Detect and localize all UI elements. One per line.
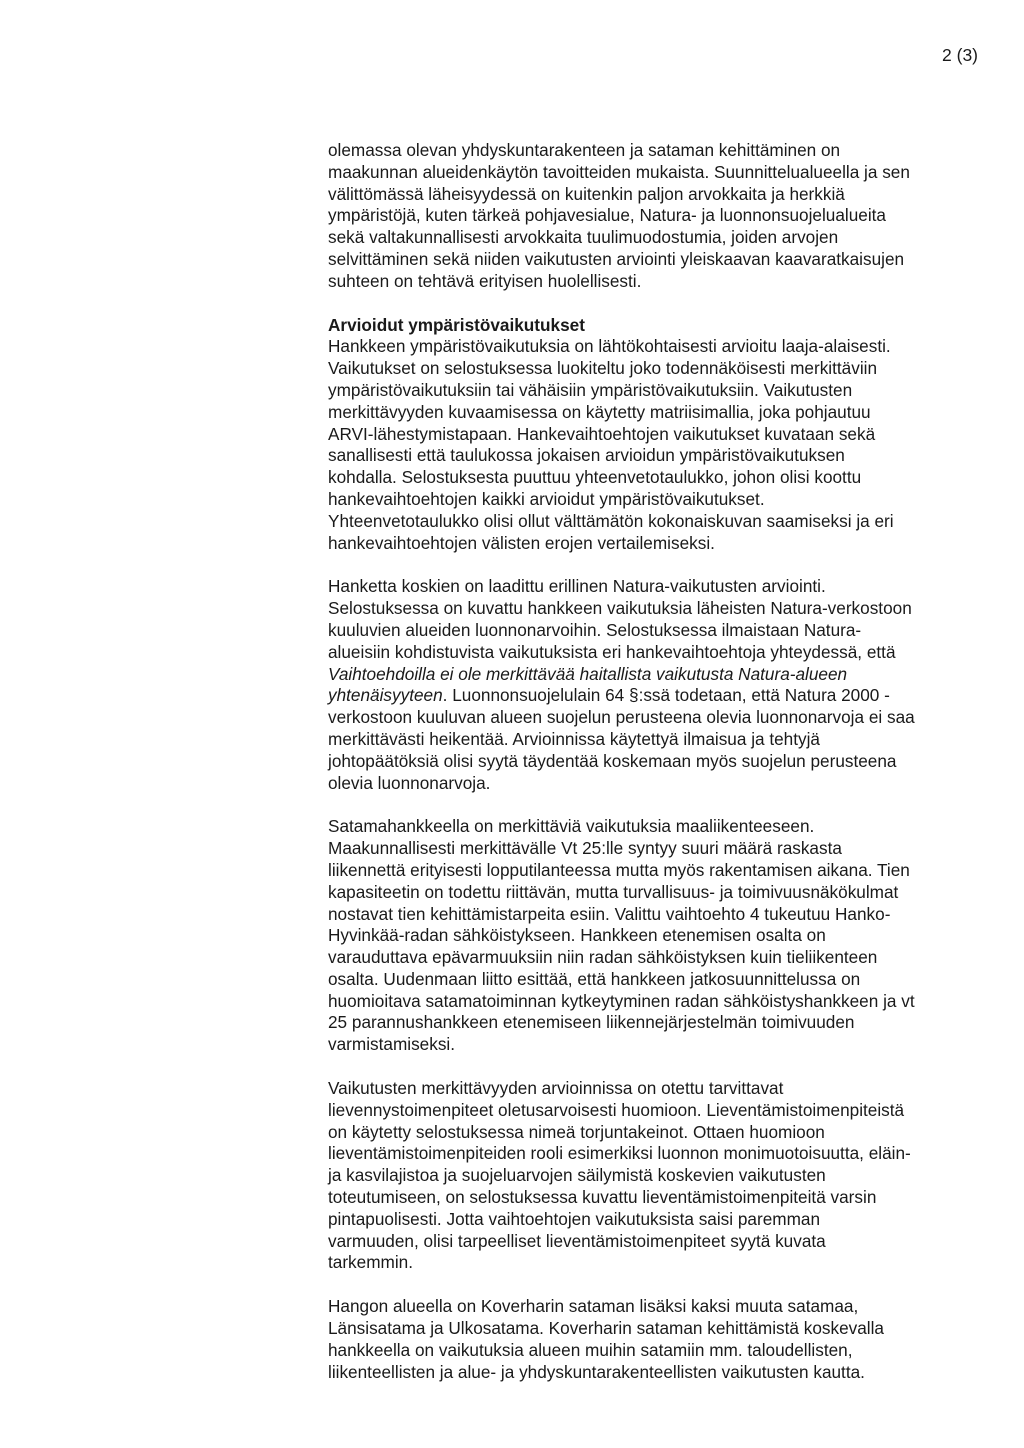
text-line: selvittäminen sekä niiden vaikutusten arviointi yleiskaavan kaavaratkaisujen: [328, 248, 905, 269]
text-line: on käytetty selostuksessa nimeä torjuntakeinot. Ottaen huomioon: [328, 1121, 825, 1142]
text-line: sanallisesti että taulukossa jokaisen arvioidun ympäristövaikutuksen: [328, 445, 845, 466]
text-line: huomioitava satamatoiminnan kytkeytyminen radan sähköistyshankkeen ja vt: [328, 990, 915, 1011]
text-line: 25 parannushankkeen etenemiseen liikennejärjestelmän toimivuuden: [328, 1012, 855, 1033]
text-line: kuuluvien alueiden luonnonarvoihin. Selostuksessa ilmaistaan Natura-: [328, 619, 862, 640]
text-line: Vaikutusten merkittävyyden arvioinnissa on otettu tarvittavat: [328, 1078, 784, 1099]
text-line: ympäristövaikutuksiin tai vähäisiin ympäristövaikutuksiin. Vaikutusten: [328, 379, 853, 400]
text-line: ARVI-lähestymistapaan. Hankevaihtoehtojen vaikutukset kuvataan sekä: [328, 423, 876, 444]
text-line: olemassa olevan yhdyskuntarakenteen ja sataman kehittäminen on: [328, 140, 841, 160]
section-heading: Arvioidut ympäristövaikutukset: [328, 314, 585, 335]
text-line: lievennystoimenpiteet oletusarvoisesti huomioon. Lieventämistoimenpiteistä: [328, 1099, 905, 1120]
text-line: suhteen on tehtävä erityisen huolellisesti.: [328, 270, 642, 291]
text-line: Maakunnallisesti merkittävälle Vt 25:lle syntyy suuri määrä raskasta: [328, 838, 842, 859]
text-line: [328, 685, 988, 707]
text-line: sekä valtakunnallisesti arvokkaita tuulimuodostumia, joiden arvojen: [328, 227, 839, 248]
text-line: maakunnan alueidenkäytön tavoitteiden mukaista. Suunnittelualueella ja sen: [328, 161, 910, 182]
text-segment: . Luonnonsuojelulain 64 §:ssä todetaan, että Natura 2000 -: [442, 685, 890, 706]
quoted-text: Vaihtoehdoilla ei ole merkittävää haitallista vaikutusta Natura-alueen: [328, 663, 848, 684]
text-line: varmuuden, olisi tarpeelliset lieventämistoimenpiteet syytä kuvata: [328, 1230, 826, 1251]
text-line: Hanketta koskien on laadittu erillinen Natura-vaikutusten arviointi.: [328, 576, 826, 597]
text-line: kohdalla. Selostuksesta puuttuu yhteenvetotaulukko, johon olisi koottu: [328, 467, 862, 488]
text-line: Vaikutukset on selostuksessa luokiteltu joko todennäköisesti merkittäviin: [328, 358, 878, 379]
natura-paragraph: [328, 576, 988, 794]
text-line: toteutumiseen, on selostuksessa kuvattu lieventämistoimenpiteitä varsin: [328, 1187, 877, 1208]
text-line: pintapuolisesti. Jotta vaihtoehtojen vaikutuksista saisi paremman: [328, 1208, 821, 1229]
text-line: liikenteellisten ja alue- ja yhdyskuntarakenteellisten vaikutusten kautta.: [328, 1361, 865, 1382]
text-line: verkostoon kuuluvan alueen suojelun perusteena olevia luonnonarvoja ei saa: [328, 707, 915, 728]
text-line: nostavat tien kehittämistarpeita esiin. Valittu vaihtoehto 4 tukeutuu Hanko-: [328, 903, 891, 924]
text-line: tarkemmin.: [328, 1252, 413, 1273]
intro-paragraph: [328, 140, 988, 293]
text-line: osalta. Uudenmaan liitto esittää, että hankkeen jatkosuunnittelussa on: [328, 968, 861, 989]
assessment-paragraph: [328, 336, 988, 554]
text-line: Hangon alueella on Koverharin sataman lisäksi kaksi muuta satamaa,: [328, 1296, 859, 1317]
text-line: ja kasvilajistoa ja suojeluarvojen säilymistä koskevien vaikutusten: [328, 1165, 826, 1186]
text-line: lieventämistoimenpiteiden rooli esimerkiksi luonnon monimuotoisuutta, eläin-: [328, 1143, 911, 1164]
text-line: liikennettä erityisesti lopputilanteessa mutta myös rakentamisen aikana. Tien: [328, 859, 910, 880]
text-line: ympäristöjä, kuten tärkeä pohjavesialue, Natura- ja luonnonsuojelualueita: [328, 205, 886, 226]
text-line: Satamahankkeella on merkittäviä vaikutuksia maaliikenteeseen.: [328, 816, 815, 837]
text-line: Länsisatama ja Ulkosatama. Koverharin sataman kehittämistä koskevalla: [328, 1318, 884, 1339]
text-line: varauduttava epävarmuuksiin niin radan sähköistyksen kuin tieliikenteen: [328, 947, 878, 968]
quoted-text: yhtenäisyyteen: [328, 685, 443, 706]
traffic-paragraph: [328, 816, 988, 1056]
page-number: 2 (3): [942, 45, 978, 65]
text-line: välittömässä läheisyydessä on kuitenkin paljon arvokkaita ja herkkiä: [328, 183, 845, 204]
text-line: merkittävyyden kuvaamisessa on käytetty matriisimallia, joka pohjautuu: [328, 401, 871, 422]
text-line: johtopäätöksiä olisi syytä täydentää koskemaan myös suojelun perusteena: [328, 750, 897, 771]
text-line: Selostuksessa on kuvattu hankkeen vaikutuksia läheisten Natura-verkostoon: [328, 598, 912, 619]
text-line: hankkeella on vaikutuksia alueen muihin satamiin mm. taloudellisten,: [328, 1339, 853, 1360]
document-body: [328, 140, 988, 1383]
text-line: merkittävästi heikentää. Arvioinnissa käytettyä ilmaisua ja tehtyjä: [328, 728, 820, 749]
text-line: hankevaihtoehtojen kaikki arvioidut ympäristövaikutukset.: [328, 488, 765, 509]
text-line: kapasiteetin on todettu riittävän, mutta turvallisuus- ja toimivuusnäkökulmat: [328, 881, 899, 902]
text-line: hankevaihtoehtojen välisten erojen vertailemiseksi.: [328, 532, 715, 553]
text-line: alueisiin kohdistuvista vaikutuksista eri hankevaihtoehtoja yhteydessä, että: [328, 641, 896, 662]
mitigation-paragraph: [328, 1078, 988, 1274]
ports-paragraph: [328, 1296, 988, 1383]
text-line: varmistamiseksi.: [328, 1034, 456, 1055]
text-line: Hankkeen ympäristövaikutuksia on lähtökohtaisesti arvioitu laaja-alaisesti.: [328, 336, 891, 357]
text-line: Yhteenvetotaulukko olisi ollut välttämätön kokonaiskuvan saamiseksi ja eri: [328, 510, 894, 531]
text-line: olevia luonnonarvoja.: [328, 772, 491, 793]
text-line: Hyvinkää-radan sähköistykseen. Hankkeen etenemisen osalta on: [328, 925, 826, 946]
